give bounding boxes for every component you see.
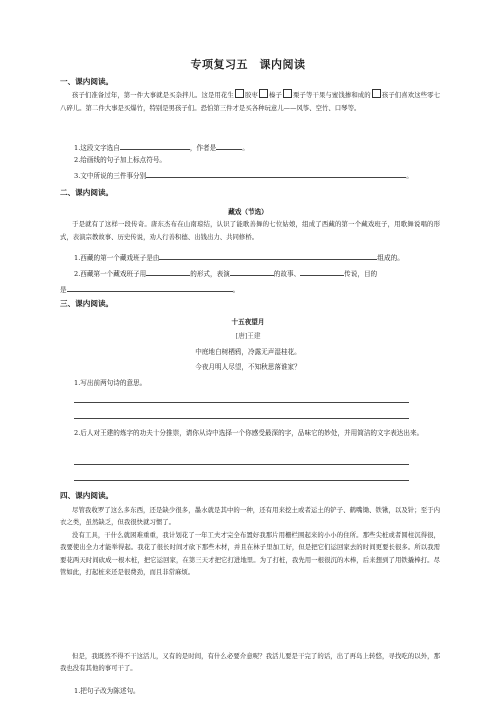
poem-line-1: 中庭地白树栖鸦，冷露无声湿桂花。 — [195, 348, 301, 356]
answer-blank[interactable] — [146, 169, 406, 178]
s2-question-1: 1.西藏的第一个藏戏班子是由 组成的。 — [74, 251, 404, 264]
s2-question-2: 2.西藏第一个藏戏班子用 的形式，表演 的故事、 传说，目的 — [74, 267, 377, 280]
answer-line[interactable] — [74, 418, 409, 419]
section-4-paragraph-2: 没有工具，干什么就困难重重，我计划花了一年工夫才完全布置好我那片用栅栏围起来的小小的住所。那些尖桩或者圆柱沉得很，我要使出全力才能举得起。我花了很长时间才砍下那些木材，并且在林子里加工好，但是把它们运回家去的时间更要长很多。所以我需要花两天时间砍成一根木桩，把它运回家，在第三天才把它打进地里。为了打桩，我先用一根很沉的木棒，后来想到了用铁撬棒打。尽管如此，打起桩来还是很费劲，而且非常麻烦。 — [60, 531, 440, 576]
answer-blank[interactable] — [216, 141, 242, 150]
passage-title: 藏戏（节选） — [228, 208, 268, 216]
answer-line[interactable] — [74, 480, 409, 481]
s4-question-1: 1.把句子改为陈述句。 — [74, 687, 140, 695]
answer-blank[interactable] — [230, 267, 274, 276]
answer-line[interactable] — [74, 464, 409, 465]
blank-box[interactable] — [372, 89, 381, 98]
blank-box[interactable] — [283, 89, 292, 98]
s1-question-2: 2.给画线的句子加上标点符号。 — [74, 156, 167, 164]
section-4-paragraph-3: 但是，我既然不得不干这活儿，又有的是时间，有什么必要介意呢？我活儿要是干完了的话，出了再岛上转悠，寻找吃的以外，那我也没有其他的事可干了。 — [60, 652, 440, 672]
page-title: 专项复习五 课内阅读 — [190, 58, 306, 71]
section-3-heading: 三、课内阅读。 — [60, 299, 114, 308]
answer-blank[interactable] — [146, 267, 190, 276]
answer-blank[interactable] — [120, 141, 190, 150]
poem-title: 十五夜望月 — [231, 318, 265, 326]
s1-question-3: 3.文中所说的三件事分别 。 — [74, 169, 413, 182]
blank-box[interactable] — [235, 89, 244, 98]
section-1-passage: 孩子们准备过年，第一件大事就是买杂拌儿。这是用花生 胶枣 榛子 栗子等干果与蜜饯掺和成的 孩子们喜欢这些零七八碎儿。第二件大事是买爆竹，特别是男孩子们。恐怕第三件才是买各种玩意儿——风筝、空竹、口琴等。 — [60, 91, 441, 112]
s3-question-1: 1.写出前两句诗的意思。 — [74, 379, 147, 387]
s2-question-2-cont: 是 。 — [60, 283, 239, 296]
s3-question-2: 2.后人对王建的炼字的功夫十分推崇，请你从诗中选择一个你感受最深的字，品味它的妙处，并用简洁的文字表达出来。 — [74, 429, 424, 437]
answer-blank[interactable] — [159, 251, 377, 260]
section-1-heading: 一、课内阅读。 — [60, 77, 114, 86]
section-2-heading: 二、课内阅读。 — [60, 188, 114, 197]
answer-blank[interactable] — [300, 267, 344, 276]
section-2-passage: 于是就有了这样一段传奇。唐东杰布在山南琼结，认识了能歌善舞的七位姑娘，组成了西藏的第一个藏戏班子，用歌舞说唱的形式，表演宗教故事、历史传说，劝人行善积德、出钱出力、共同修桥。 — [60, 220, 440, 241]
section-4-heading: 四、课内阅读。 — [60, 491, 114, 500]
blank-box[interactable] — [259, 89, 268, 98]
s1-question-1: 1.这段文字选自 ，作者是 。 — [74, 141, 249, 154]
section-4-paragraph-1: 尽管我收罗了这么多东西，还是缺少很多，墨水就是其中的一种，还有用来挖土或者运土的铲子、鹤嘴锄、铁锹，以及针；至于内衣之类，虽然缺乏，但我很快就习惯了。 — [60, 506, 440, 526]
answer-line[interactable] — [74, 402, 409, 403]
poem-line-2: 今夜月明人尽望，不知秋思落谁家？ — [195, 363, 301, 371]
poem-author: [唐]王建 — [235, 332, 261, 340]
answer-blank[interactable] — [67, 283, 233, 292]
